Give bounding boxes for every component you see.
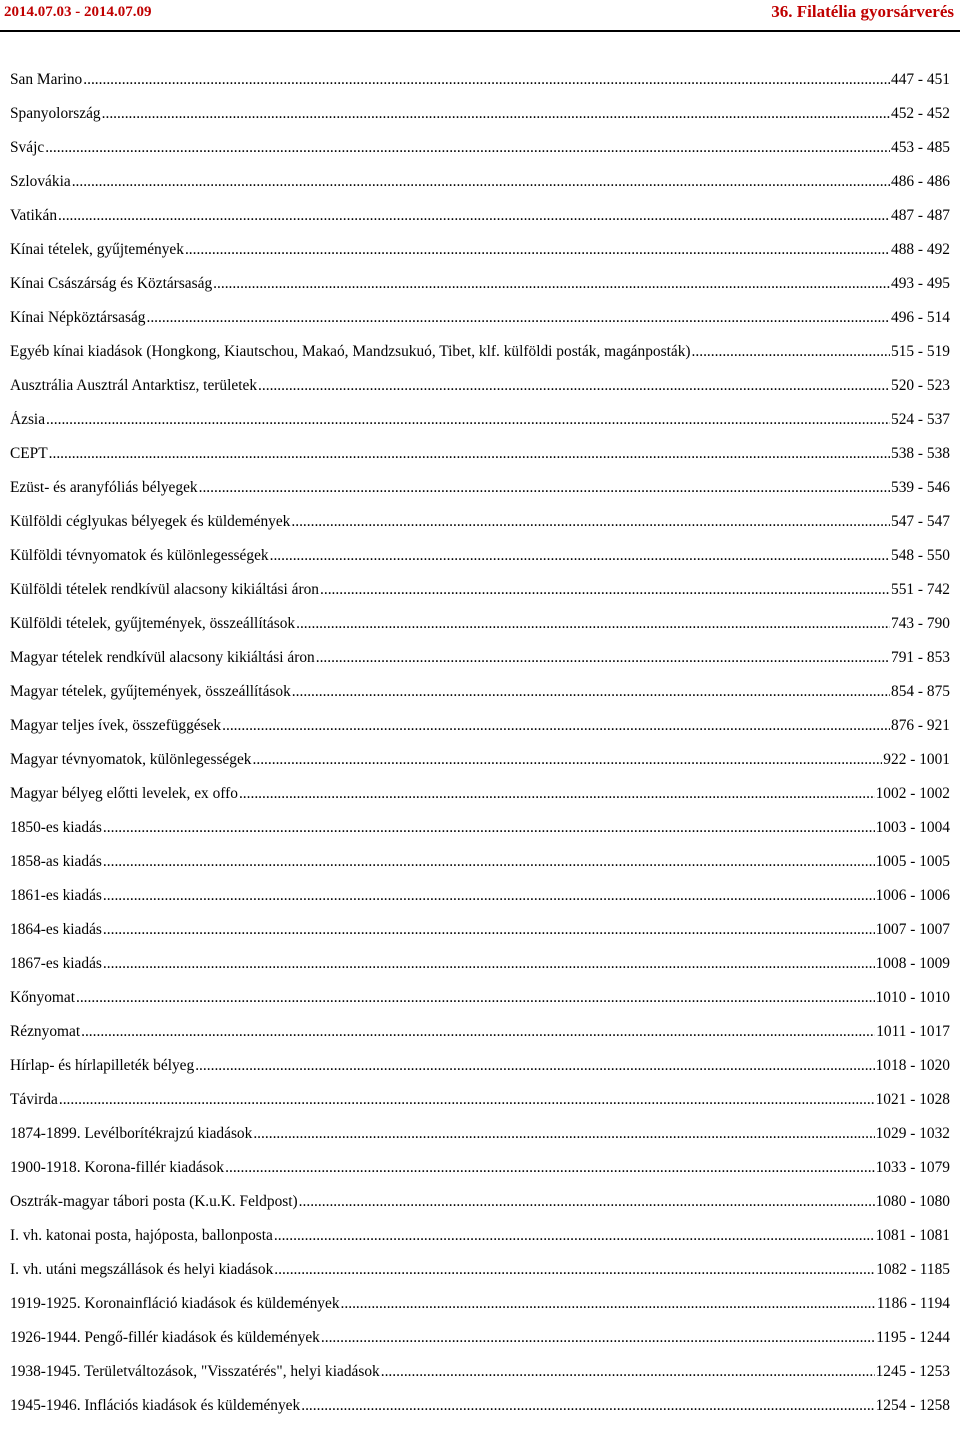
toc-entry-label: Külföldi céglyukas bélyegek és küldemények [10, 513, 291, 530]
dot-leader [58, 207, 890, 225]
toc-entry-label: 1867-es kiadás [10, 955, 102, 972]
toc-entry-pages: 1008 - 1009 [875, 955, 950, 972]
toc-entry[interactable] [10, 1091, 950, 1125]
dot-leader [103, 887, 875, 905]
dot-leader [239, 785, 875, 803]
toc-entry-pages: 854 - 875 [891, 683, 950, 700]
table-of-contents [10, 71, 950, 1431]
toc-entry[interactable] [10, 921, 950, 955]
toc-entry[interactable] [10, 241, 950, 275]
toc-entry-label: 1874-1899. Levélborítékrajzú kiadások [10, 1125, 253, 1142]
page-header [0, 0, 960, 32]
toc-entry-label: Osztrák-magyar tábori posta (K.u.K. Feldpost) [10, 1193, 298, 1210]
dot-leader [213, 275, 890, 293]
toc-entry[interactable] [10, 1125, 950, 1159]
auction-title: 36. Filatélia gyorsárverés [771, 2, 954, 21]
dot-leader [253, 751, 883, 769]
toc-entry-label: Vatikán [10, 207, 58, 224]
toc-entry-label: Külföldi tételek, gyűjtemények, összeállítások [10, 615, 296, 632]
toc-entry[interactable] [10, 377, 950, 411]
toc-entry-label: Ázsia [10, 411, 46, 428]
dot-leader [59, 1091, 875, 1109]
toc-entry[interactable] [10, 1193, 950, 1227]
toc-entry-label: Ezüst- és aranyfóliás bélyegek [10, 479, 198, 496]
toc-entry[interactable] [10, 581, 950, 615]
toc-entry[interactable] [10, 955, 950, 989]
dot-leader [49, 445, 890, 463]
dot-leader [270, 547, 890, 565]
toc-entry-label: 1938-1945. Területváltozások, "Visszatérés", helyi kiadások [10, 1363, 380, 1380]
dot-leader [185, 241, 890, 259]
toc-entry-label: 1850-es kiadás [10, 819, 102, 836]
dot-leader [45, 139, 890, 157]
toc-entry[interactable] [10, 309, 950, 343]
toc-entry-pages: 1011 - 1017 [876, 1023, 950, 1040]
header-divider [0, 30, 960, 32]
toc-entry[interactable] [10, 1227, 950, 1261]
toc-entry-label: 1858-as kiadás [10, 853, 102, 870]
dot-leader [46, 411, 890, 429]
toc-entry[interactable] [10, 615, 950, 649]
toc-entry[interactable] [10, 785, 950, 819]
toc-entry-label: Szlovákia [10, 173, 71, 190]
toc-entry-pages: 1005 - 1005 [875, 853, 950, 870]
toc-entry-label: Ausztrália Ausztrál Antarktisz, területek [10, 377, 258, 394]
toc-entry-pages: 486 - 486 [891, 173, 950, 190]
toc-entry-pages: 496 - 514 [891, 309, 950, 326]
toc-entry[interactable] [10, 1397, 950, 1431]
toc-entry-pages: 1186 - 1194 [876, 1295, 950, 1312]
toc-entry[interactable] [10, 887, 950, 921]
toc-entry-pages: 524 - 537 [891, 411, 950, 428]
toc-entry-pages: 1245 - 1253 [875, 1363, 950, 1380]
toc-entry[interactable] [10, 1363, 950, 1397]
toc-entry-label: Külföldi tételek rendkívül alacsony kikiáltási áron [10, 581, 320, 598]
toc-entry-pages: 1006 - 1006 [875, 887, 950, 904]
dot-leader [195, 1057, 874, 1075]
toc-entry[interactable] [10, 1261, 950, 1295]
toc-entry-pages: 1002 - 1002 [875, 785, 950, 802]
toc-entry-label: Kínai Népköztársaság [10, 309, 146, 326]
toc-entry[interactable] [10, 751, 950, 785]
toc-entry[interactable] [10, 819, 950, 853]
toc-entry-label: Kínai Császárság és Köztársaság [10, 275, 213, 292]
toc-entry-label: Magyar tételek rendkívül alacsony kikiáltási áron [10, 649, 315, 666]
toc-entry[interactable] [10, 513, 950, 547]
toc-entry-pages: 493 - 495 [891, 275, 950, 292]
toc-entry[interactable] [10, 1295, 950, 1329]
dot-leader [341, 1295, 876, 1313]
toc-entry-label: 1900-1918. Korona-fillér kiadások [10, 1159, 225, 1176]
toc-entry[interactable] [10, 139, 950, 173]
dot-leader [258, 377, 890, 395]
toc-entry[interactable] [10, 989, 950, 1023]
toc-entry-label: Hírlap- és hírlapilleték bélyeg [10, 1057, 195, 1074]
dot-leader [103, 955, 875, 973]
toc-entry[interactable] [10, 173, 950, 207]
toc-entry[interactable] [10, 1057, 950, 1091]
toc-entry[interactable] [10, 343, 950, 377]
toc-entry[interactable] [10, 411, 950, 445]
toc-entry-label: Magyar tévnyomatok, különlegességek [10, 751, 252, 768]
toc-entry-pages: 453 - 485 [891, 139, 950, 156]
dot-leader [76, 989, 875, 1007]
toc-entry-pages: 520 - 523 [891, 377, 950, 394]
dot-leader [292, 683, 890, 701]
toc-entry-label: Spanyolország [10, 105, 101, 122]
toc-entry-pages: 547 - 547 [891, 513, 950, 530]
toc-entry-label: Magyar bélyeg előtti levelek, ex offo [10, 785, 238, 802]
toc-entry-pages: 452 - 452 [891, 105, 950, 122]
toc-entry[interactable] [10, 207, 950, 241]
toc-entry[interactable] [10, 105, 950, 139]
toc-entry-pages: 539 - 546 [891, 479, 950, 496]
dot-leader [199, 479, 890, 497]
toc-entry-pages: 1033 - 1079 [875, 1159, 950, 1176]
toc-entry-pages: 515 - 519 [891, 343, 950, 360]
toc-entry-pages: 791 - 853 [891, 649, 950, 666]
dot-leader [274, 1227, 875, 1245]
toc-entry-pages: 1029 - 1032 [875, 1125, 950, 1142]
toc-entry[interactable] [10, 717, 950, 751]
toc-entry[interactable] [10, 445, 950, 479]
toc-entry-label: Távirda [10, 1091, 58, 1108]
toc-entry-pages: 922 - 1001 [883, 751, 950, 768]
dot-leader [81, 1023, 875, 1041]
toc-entry-pages: 1082 - 1185 [876, 1261, 950, 1278]
toc-entry-label: I. vh. katonai posta, hajóposta, ballonposta [10, 1227, 273, 1244]
date-range: 2014.07.03 - 2014.07.09 [4, 4, 152, 20]
toc-entry[interactable] [10, 1329, 950, 1363]
dot-leader [102, 105, 890, 123]
toc-entry-pages: 1018 - 1020 [875, 1057, 950, 1074]
toc-entry-pages: 1195 - 1244 [876, 1329, 950, 1346]
toc-entry-label: 1864-es kiadás [10, 921, 102, 938]
toc-entry-pages: 551 - 742 [891, 581, 950, 598]
dot-leader [296, 615, 890, 633]
toc-entry[interactable] [10, 71, 950, 105]
toc-entry-label: Egyéb kínai kiadások (Hongkong, Kiautschou, Makaó, Mandzsukuó, Tibet, klf. külföldi posták, magánposták) [10, 343, 691, 360]
toc-entry-pages: 488 - 492 [891, 241, 950, 258]
dot-leader [253, 1125, 874, 1143]
toc-entry[interactable] [10, 479, 950, 513]
dot-leader [72, 173, 890, 191]
toc-entry-label: San Marino [10, 71, 83, 88]
toc-entry-pages: 1003 - 1004 [875, 819, 950, 836]
toc-entry-pages: 1081 - 1081 [875, 1227, 950, 1244]
toc-entry-label: Magyar tételek, gyűjtemények, összeállítások [10, 683, 291, 700]
toc-entry[interactable] [10, 275, 950, 309]
dot-leader [301, 1397, 874, 1415]
toc-entry-label: Réznyomat [10, 1023, 81, 1040]
toc-entry[interactable] [10, 547, 950, 581]
toc-entry-label: Kínai tételek, gyűjtemények [10, 241, 184, 258]
dot-leader [291, 513, 890, 531]
toc-entry-pages: 1007 - 1007 [875, 921, 950, 938]
dot-leader [299, 1193, 875, 1211]
toc-entry[interactable] [10, 853, 950, 887]
toc-entry[interactable] [10, 1159, 950, 1193]
dot-leader [146, 309, 890, 327]
toc-entry-pages: 447 - 451 [891, 71, 950, 88]
toc-entry-pages: 876 - 921 [891, 717, 950, 734]
dot-leader [222, 717, 890, 735]
toc-entry-label: I. vh. utáni megszállások és helyi kiadások [10, 1261, 274, 1278]
dot-leader [103, 819, 875, 837]
toc-entry[interactable] [10, 649, 950, 683]
toc-entry-label: CEPT [10, 445, 48, 462]
toc-entry-label: Svájc [10, 139, 45, 156]
toc-entry-label: Külföldi tévnyomatok és különlegességek [10, 547, 269, 564]
toc-entry-pages: 743 - 790 [891, 615, 950, 632]
toc-entry-pages: 1010 - 1010 [875, 989, 950, 1006]
toc-entry-pages: 1021 - 1028 [875, 1091, 950, 1108]
toc-entry-pages: 548 - 550 [891, 547, 950, 564]
toc-entry-label: 1919-1925. Koronainfláció kiadások és küldemények [10, 1295, 340, 1312]
dot-leader [321, 1329, 875, 1347]
toc-entry-pages: 538 - 538 [891, 445, 950, 462]
toc-entry-pages: 487 - 487 [891, 207, 950, 224]
dot-leader [103, 921, 875, 939]
toc-entry-label: 1861-es kiadás [10, 887, 102, 904]
dot-leader [83, 71, 890, 89]
dot-leader [320, 581, 890, 599]
dot-leader [316, 649, 890, 667]
toc-entry-label: 1945-1946. Inflációs kiadások és küldemények [10, 1397, 301, 1414]
dot-leader [103, 853, 875, 871]
toc-entry-label: Magyar teljes ívek, összefüggések [10, 717, 222, 734]
toc-entry-pages: 1254 - 1258 [875, 1397, 950, 1414]
toc-entry-label: Kőnyomat [10, 989, 75, 1006]
toc-entry-label: 1926-1944. Pengő-fillér kiadások és küldemények [10, 1329, 320, 1346]
dot-leader [692, 343, 890, 361]
dot-leader [225, 1159, 874, 1177]
dot-leader [381, 1363, 875, 1381]
toc-entry[interactable] [10, 683, 950, 717]
toc-entry-pages: 1080 - 1080 [875, 1193, 950, 1210]
toc-entry[interactable] [10, 1023, 950, 1057]
dot-leader [274, 1261, 875, 1279]
